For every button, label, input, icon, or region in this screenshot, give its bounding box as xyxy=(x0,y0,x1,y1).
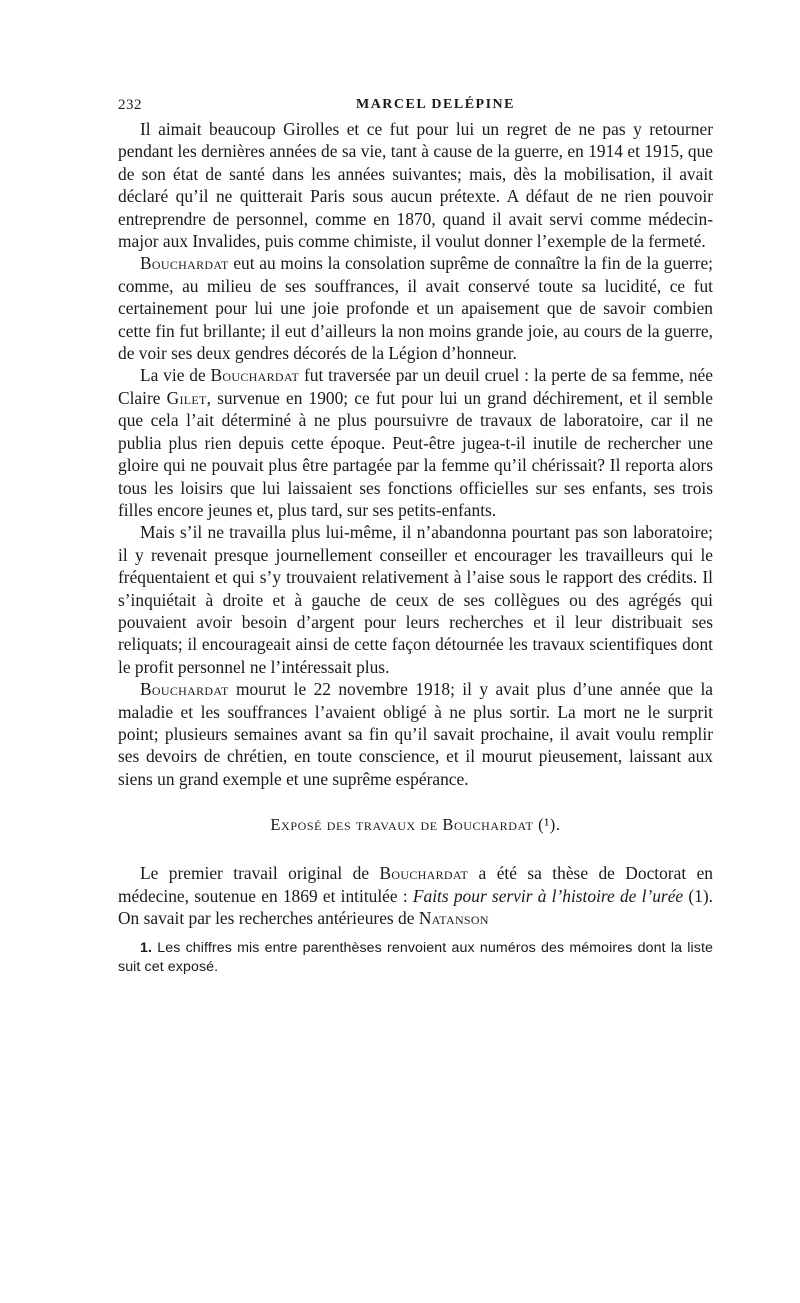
document-page xyxy=(118,92,713,976)
paragraph-text: (1). On savait par les recherches antérieures de xyxy=(118,885,713,928)
page-number: 232 xyxy=(118,97,142,113)
body-text xyxy=(118,118,713,790)
paragraph xyxy=(118,678,713,790)
author-name: Bouchardat xyxy=(210,365,300,386)
footnote xyxy=(118,939,713,976)
person-name: Natanson xyxy=(418,908,489,928)
person-name: Gilet xyxy=(166,387,207,408)
footnote-reference: (¹). xyxy=(538,815,561,835)
paragraph-text: mourut le 22 novembre 1918; il y avait plus d’une année que la maladie et les souffrances l’avaient obligé à ne plus sortir. La mort ne le surprit point; plusieurs semaines avant sa fin qu’il savait prochaine, il avait voulu remplir ses devoirs de chrétien, en toute conscience, et il mourut pieusement, laissant aux siens un grand exemple et une suprême espérance. xyxy=(118,679,713,789)
paragraph xyxy=(118,252,713,364)
footnote-text: Les chiffres mis entre parenthèses renvoient aux numéros des mémoires dont la liste suit cet exposé. xyxy=(118,940,713,975)
section-heading-text: Exposé des travaux de Bouchardat xyxy=(270,815,534,835)
footnote-number: 1. xyxy=(140,940,153,957)
section-heading xyxy=(118,814,713,836)
thesis-title: Faits pour servir à l’histoire de l’urée xyxy=(412,885,684,906)
body-text-continued xyxy=(118,862,713,929)
author-name: Bouchardat xyxy=(140,679,229,700)
author-name: Bouchardat xyxy=(140,253,229,274)
paragraph-text: a été sa thèse de Doctorat en médecine, soutenue en 1869 et intitulée : xyxy=(118,863,713,906)
paragraph-text: , survenue en 1900; ce fut pour lui un grand déchirement, et il semble que cela l’ait déterminé à ne plus poursuivre de travaux de laboratoire, car il ne publia plus rien depuis cette époque. Peut-être jugea-t-il inutile de rechercher une gloire qui ne pouvait plus être partagée par la femme qu’il chérissait? Il reporta alors tous les loisirs que lui laissaient ses fonctions officielles sur ses enfants, ses trois filles encore jeunes et, plus tard, sur ses petits-enfants. xyxy=(118,387,713,520)
running-header xyxy=(118,92,713,118)
paragraph-text: La vie de xyxy=(140,365,211,386)
running-title: MARCEL DELÉPINE xyxy=(355,97,516,112)
paragraph-text: Le premier travail original de xyxy=(140,863,380,884)
author-name: Bouchardat xyxy=(379,863,469,884)
paragraph xyxy=(118,364,713,521)
paragraph: Il aimait beaucoup Girolles et ce fut pour lui un regret de ne pas y retourner pendant les dernières années de sa vie, tant à cause de la guerre, en 1914 et 1915, que de son état de santé dans les années suivantes; mais, dès la mobilisation, il avait déclaré qu’il ne quitterait Paris sous aucun prétexte. A défaut de ne rien pouvoir entreprendre de personnel, comme en 1870, quand il avait servi comme médecin-major aux Invalides, puis comme chimiste, il voulut donner l’exemple de la fermeté. xyxy=(118,119,713,252)
paragraph-text: fut traversée par un deuil cruel : la perte de sa femme, née Claire xyxy=(118,365,713,408)
paragraph xyxy=(118,862,713,929)
paragraph-text: eut au moins la consolation suprême de connaître la fin de la guerre; comme, au milieu de ses souffrances, il avait conservé toute sa lucidité, ce fut certainement pour lui une joie profonde et un apaisement que de savoir combien cette fin fut brillante; il eut d’ailleurs la non moins grande joie, au cours de la guerre, de voir ses deux gendres décorés de la Légion d’honneur. xyxy=(118,253,713,364)
paragraph: Mais s’il ne travailla plus lui-même, il n’abandonna pourtant pas son laboratoire; il y revenait presque journellement conseiller et encourager les travailleurs qui le fréquentaient et qui s’y trouvaient relativement à l’aise sous le rapport des crédits. Il s’inquiétait à droite et à gauche de ceux de ses collègues ou des agrégés qui pouvaient avoir besoin d’argent pour leurs recherches et il leur distribuait ses reliquats; il encourageait ainsi de cette façon détournée les travaux scientifiques dont le profit personnel ne l’intéressait plus. xyxy=(118,522,713,677)
